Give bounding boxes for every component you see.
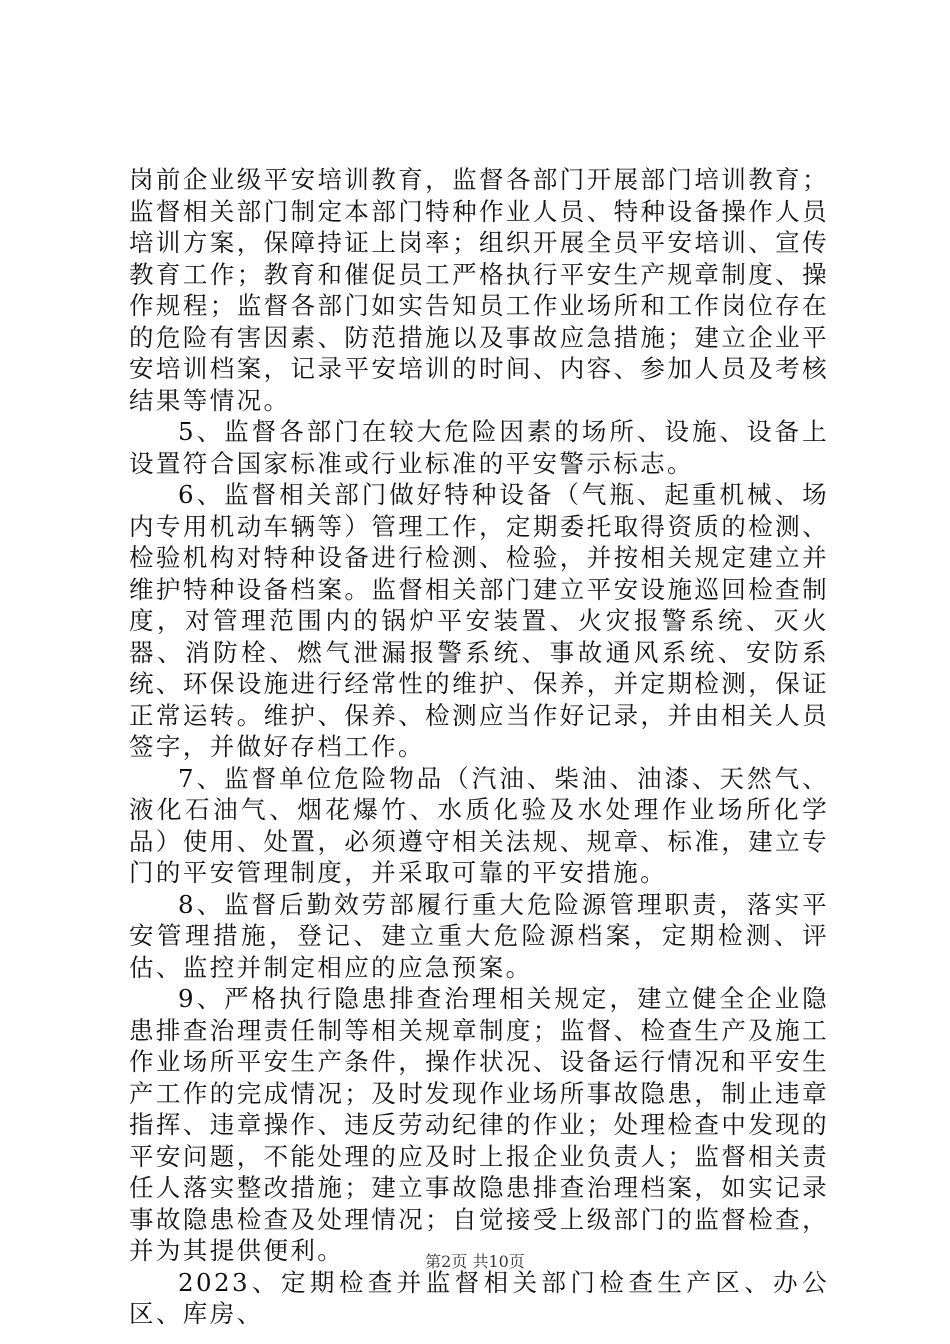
body-text	[129, 164, 829, 1330]
paragraph-item-5: 5、监督各部门在较大危险因素的场所、设施、设备上设置符合国家标准或行业标准的平安警示标志。	[129, 417, 829, 478]
paragraph-item-8: 8、监督后勤效劳部履行重大危险源管理职责，落实平安管理措施，登记、建立重大危险源档案，定期检测、评估、监控并制定相应的应急预案。	[129, 889, 829, 982]
paragraph-training: 岗前企业级平安培训教育，监督各部门开展部门培训教育；监督相关部门制定本部门特种作业人员、特种设备操作人员培训方案，保障持证上岗率；组织开展全员平安培训、宣传教育工作；教育和催促员工严格执行平安生产规章制度、操作规程；监督各部门如实告知员工作业场所和工作岗位存在的危险有害因素、防范措施以及事故应急措施；建立企业平安培训档案，记录平安培训的时间、内容、参加人员及考核结果等情况。	[129, 165, 829, 415]
paragraph-item-7: 7、监督单位危险物品（汽油、柴油、油漆、天然气、液化石油气、烟花爆竹、水质化验及水处理作业场所化学品）使用、处置，必须遵守相关法规、规章、标准，建立专门的平安管理制度，并采取可靠的平安措施。	[129, 763, 829, 887]
paragraph-item-9: 9、严格执行隐患排查治理相关规定，建立健全企业隐患排查治理责任制等相关规章制度；监督、检查生产及施工作业场所平安生产条件，操作状况、设备运行情况和平安生产工作的完成情况；及时发现作业场所事故隐患，制止违章指挥、违章操作、违反劳动纪律的作业；处理检查中发现的平安问题，不能处理的应及时上报企业负责人；监督相关责任人落实整改措施；建立事故隐患排查治理档案，如实记录事故隐患检查及处理情况；自觉接受上级部门的监督检查，并为其提供便利。	[129, 984, 829, 1265]
paragraph-item-6: 6、监督相关部门做好特种设备（气瓶、起重机械、场内专用机动车辆等）管理工作，定期委托取得资质的检测、检验机构对特种设备进行检测、检验，并按相关规定建立并维护特种设备档案。监督相关部门建立平安设施巡回检查制度，对管理范围内的锅炉平安装置、火灾报警系统、灭火器、消防栓、燃气泄漏报警系统、事故通风系统、安防系统、环保设施进行经常性的维护、保养，并定期检测，保证正常运转。维护、保养、检测应当作好记录，并由相关人员签字，并做好存档工作。	[129, 480, 829, 761]
page-number-footer: 第2页 共10页	[425, 1252, 525, 1271]
paragraph-item-2023: 2023、定期检查并监督相关部门检查生产区、办公区、库房、	[129, 1267, 829, 1328]
